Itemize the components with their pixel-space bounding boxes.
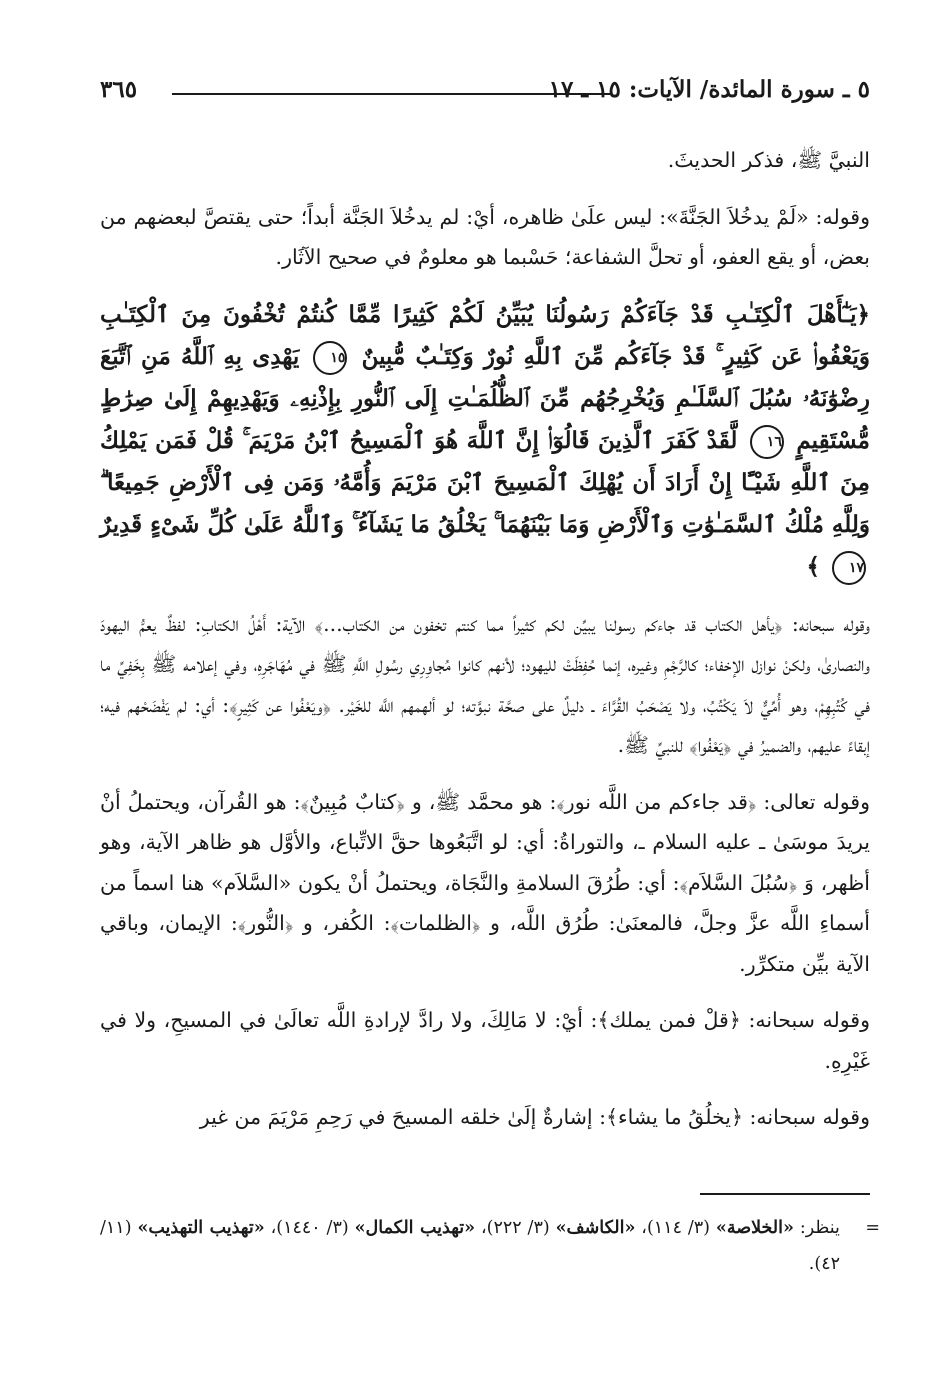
ayah-number-mark: ١٥	[313, 341, 347, 375]
footnote-continuation-mark: =	[865, 1218, 880, 1238]
reference-title: «تهذيب الكمال»	[354, 1218, 476, 1238]
verse-text: ﴿يَـٰٓأَهْلَ ٱلْكِتَـٰبِ قَدْ جَآءَكُمْ رَسُولُنَا يُبَيِّنُ لَكُمْ كَثِيرًا مِّمَّا كُنتُمْ تُخْفُونَ مِنَ ٱلْكِتَـٰبِ وَيَعْفُوا۟ عَن كَثِيرٍ ۚ قَدْ جَآءَكُم مِّنَ ٱللَّهِ نُورٌ وَكِتَـٰبٌ مُّبِينٌ	[100, 300, 870, 370]
reference-title: «الخلاصة»	[715, 1218, 794, 1238]
running-header	[100, 74, 870, 112]
footnote	[100, 1210, 880, 1282]
header-title: ٥ ـ سورة المائدة/ الآيات: ١٥ ـ ١٧	[548, 76, 870, 103]
reference-location: (١١/ ٤٢).	[100, 1218, 840, 1274]
header-rule	[172, 93, 612, 95]
reference-location: (٣/ ٢٢٢)،	[480, 1218, 550, 1238]
paragraph: النبيَّ ﷺ، فذكر الحديثَ.	[667, 148, 870, 172]
ayah-number-mark: ١٧	[832, 551, 866, 585]
reference-location: (٣/ ١١٤)،	[641, 1218, 710, 1238]
page-number: ٣٦٥	[100, 76, 138, 103]
verse-close-bracket: ﴾	[806, 552, 820, 580]
paragraph: وقوله: «لَمْ يدخُلاَ الجَنَّةَ»: ليس علَىٰ ظاهره، أيْ: لم يدخُلاَ الجَنَّة أبداً؛ حتى يقتصَّ لبعضهم من بعض، أو يقع العفو، أو تحلَّ الشفاعة؛ حَسْبما هو معلومٌ في صحيح الآثَار.	[100, 204, 870, 269]
reference-title: «الكاشف»	[555, 1218, 636, 1238]
footnote-separator	[700, 1193, 870, 1195]
verse-text: يَهْدِى بِهِ ٱللَّهُ مَنِ ٱتَّبَعَ رِضْوَٰنَهُۥ سُبُلَ ٱلسَّلَـٰمِ وَيُخْرِجُهُم مِّنَ ٱلظُّلُمَـٰتِ إِلَى ٱلنُّورِ بِإِذْنِهِۦ وَيَهْدِيهِمْ إِلَىٰ صِرَٰطٍ مُّسْتَقِيمٍ	[100, 342, 870, 454]
paragraph: وقوله سبحانه: ﴿قلْ فمن يملك﴾: أيْ: لا مَالِكَ، ولا رادَّ لإرادةِ اللَّه تعالَىٰ في المسيحِ، ولا في غَيْرِهِ.	[100, 1008, 870, 1073]
ayah-number-mark: ١٦	[750, 425, 784, 459]
reference-title: «تهذيب التهذيب»	[137, 1218, 265, 1238]
paragraph: وقوله تعالى: ﴿قد جاءكم من اللَّه نور﴾: هو محمَّد ﷺ، و ﴿كتابٌ مُبِينٌ﴾: هو القُرآن، ويحتملُ أنْ يريدَ موسَىٰ ـ عليه السلام ـ، والتوراةُ: أي: لو اتَّبَعُوها حقَّ الاتِّباع، والأوَّل هو ظاهر الآية، وهو أظهر، وَ ﴿سُبُلَ السَّلاَم﴾: أي: طُرُقَ السلامةِ والنَّجَاة، ويحتملُ أنْ يكون «السَّلاَم» هنا اسماً من أسماءِ اللَّه عزَّ وجلَّ، فالمعنَىٰ: طُرُق اللَّه، و ﴿الظلمات﴾: الكُفر، و ﴿النُّور﴾: الإيمان، وباقي الآية بيِّن متكرِّر.	[100, 789, 870, 976]
verse-text: لَّقَدْ كَفَرَ ٱلَّذِينَ قَالُوٓا۟ إِنَّ ٱللَّهَ هُوَ ٱلْمَسِيحُ ٱبْنُ مَرْيَمَ ۚ قُلْ فَمَن يَمْلِكُ مِنَ ٱللَّهِ شَيْـًٔا إِنْ أَرَادَ أَن يُهْلِكَ ٱلْمَسِيحَ ٱبْنَ مَرْيَمَ وَأُمَّهُۥ وَمَن فِى ٱلْأَرْضِ جَمِيعًا ۗ وَلِلَّهِ مُلْكُ ٱلسَّمَـٰوَٰتِ وَٱلْأَرْضِ وَمَا بَيْنَهُمَا ۚ يَخْلُقُ مَا يَشَآءُ ۚ وَٱللَّهُ عَلَىٰ كُلِّ شَىْءٍ قَدِيرٌ	[100, 426, 870, 538]
footnote-lead: ينظر:	[799, 1218, 840, 1238]
paragraph: وقوله سبحانه: ﴿يأهل الكتاب قد جاءكم رسولنا يبيِّن لكم كثيراً مما كنتم تخفون من الكتاب...﴾ الآية: أَهْلُ الكتابِ: لفظٌ يعمُّ اليهودَ والنصارىٰ، ولكنْ نوازل الإخفاء؛ كالرَّجْمِ وغيره، إنما حُفِظَتْ لليهود؛ لأنهم كانوا مُجاوِرِي رسُولِ اللَّهِ ﷺ في مُهَاجَرِهِ، وفي إعلامه ﷺ بِخَفِيِّ ما في كُتُبِهِمْ، وهو أُمِّيٌّ لاَ يَكْتُبُ، ولا يَصْحَبُ القُرَّاءَ ـ دليلٌ على صحَّة نبوَّته؛ لو ألهمهم اللَّه للخَيْر. ﴿ويَعْفُوا عن كَثِيرٍ﴾: أي: لم يَفْضَحْهم فيه؛ إبقاءً عليهم، والضميرُ في ﴿يَعْفُوا﴾ للنبيِّ ﷺ.	[100, 611, 870, 757]
main-text	[100, 140, 870, 1138]
paragraph: وقوله سبحانه: ﴿يخلُقُ ما يشاء﴾: إشارةٌ إلَىٰ خلقه المسيحَ في رَحِمِ مَرْيَمَ من غير	[199, 1105, 870, 1129]
reference-location: (٣/ ١٤٤٠)،	[270, 1218, 349, 1238]
quran-verse-block	[100, 294, 870, 588]
